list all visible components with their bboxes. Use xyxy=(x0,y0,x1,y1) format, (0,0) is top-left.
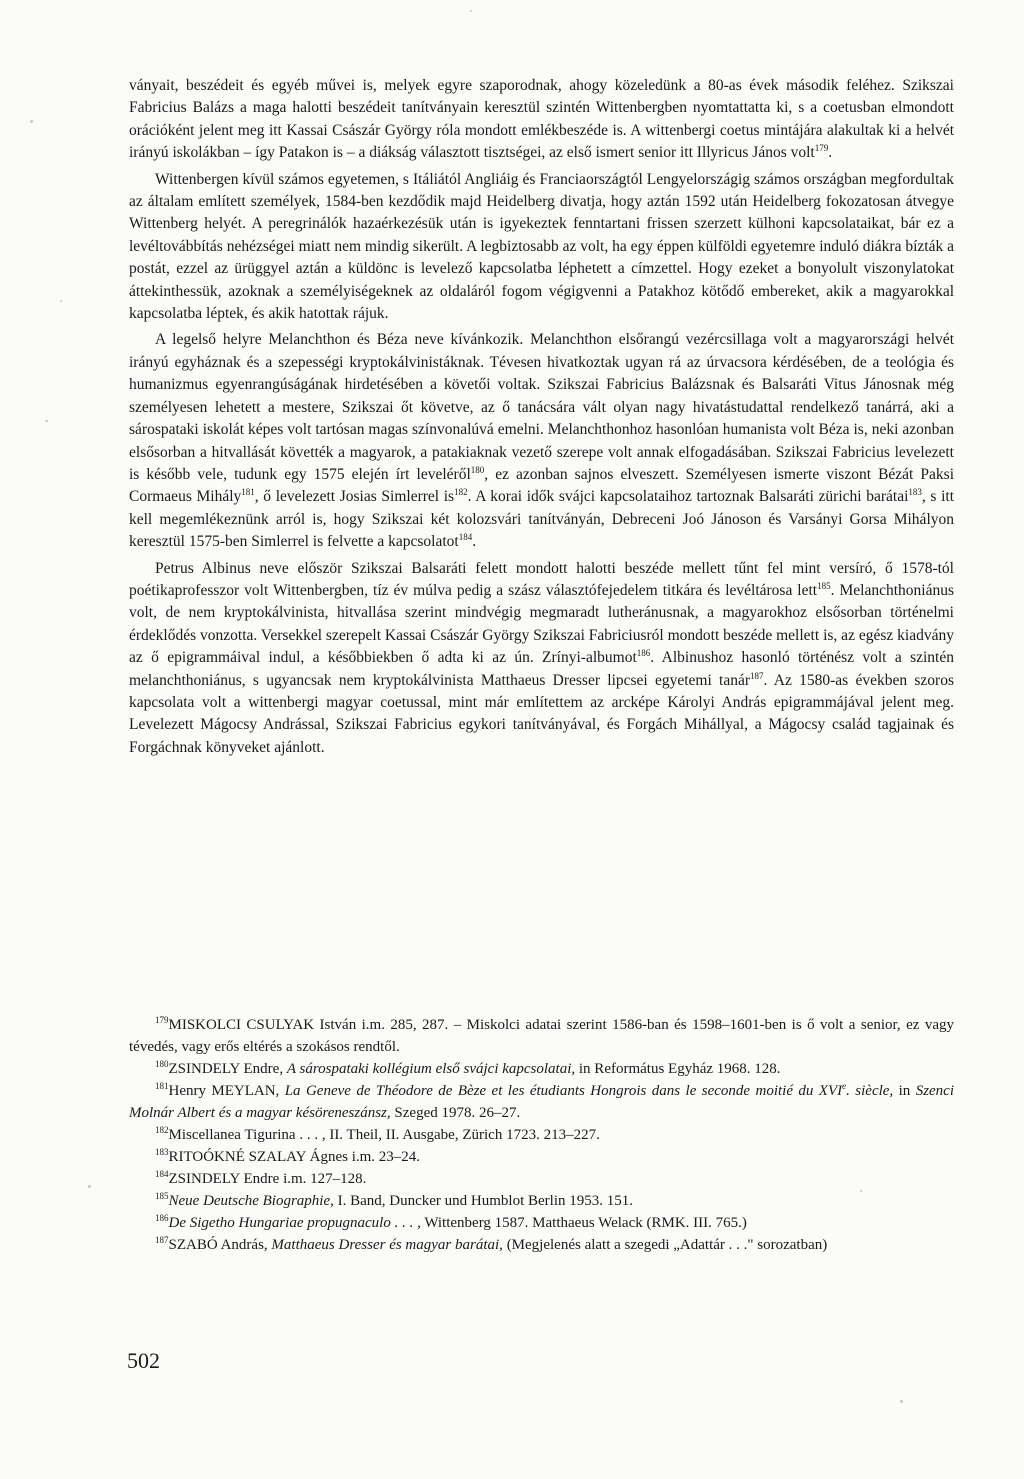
italic-title: . siècle, xyxy=(846,1083,894,1099)
footnote-number: 180 xyxy=(155,1059,169,1069)
scan-speck xyxy=(88,1185,91,1188)
footnote xyxy=(129,1190,954,1212)
scan-speck xyxy=(45,420,48,422)
page-number: 502 xyxy=(127,1348,160,1373)
footnote xyxy=(129,1212,954,1234)
text-run: SZABÓ András, xyxy=(168,1237,272,1253)
text-run: I. Band, Duncker und Humblot Berlin 1953. 151. xyxy=(333,1193,634,1209)
text-run: MISKOLCI CSULYAK István i.m. 285, 287. – Miskolci adatai szerint 1586-ban és 1598–1601-ben is ő volt a senior, ez vagy tévedés, vagy erős eltérés a szokásos rendtől. xyxy=(129,1017,954,1055)
text-run: , ez azonban sajnos elveszett. Személyesen ismerte viszont Bézát Paksi Cormaeus Mihály xyxy=(129,465,954,506)
paragraph xyxy=(129,169,954,326)
paragraph xyxy=(129,329,954,553)
text-run: ZSINDELY Endre i.m. 127–128. xyxy=(168,1171,367,1187)
footnote-number: 187 xyxy=(155,1235,169,1245)
footnote-number: 179 xyxy=(155,1015,169,1025)
footnote xyxy=(129,1080,954,1124)
footnote-number: 186 xyxy=(155,1213,169,1223)
text-run: ZSINDELY Endre, xyxy=(168,1061,287,1077)
footnote-reference: 181 xyxy=(241,487,255,498)
footnote xyxy=(129,1014,954,1058)
footnote xyxy=(129,1168,954,1190)
footnote-reference: 180 xyxy=(470,464,485,475)
text-run: Petrus Albinus neve először Szikszai Balsaráti felett mondott halotti beszéde mellett tűnt fel mint versíró, ő 1578-tól poétikaprofesszor volt Wittenbergben, tíz év múlva pedig a szász választófejedelem titkára és levéltárosa lett xyxy=(129,559,954,599)
text-run: Miscellanea Tigurina . . . , II. Theil, II. Ausgabe, Zürich 1723. 213–227. xyxy=(168,1127,600,1143)
text-run: A legelső helyre Melanchthon és Béza neve kívánkozik. Melanchthon elsőrangú vezércsillaga volt a magyarországi helvét irányú egyháznak és a szepességi kryptokálvinistáknak. Tévesen hivatkoztak ugyan rá az úrvacsora kérdésében, de a teológia és humanizmus egyenrangúságának hirdetésében a követői voltak. Szikszai Fabricius Balázsnak és Balsaráti Vitus Jánosnak még személyesen lehetett a mestere, Szikszai őt követve, az ő tanácsára vált olyan nagy hivatástudattal rendelkező tanárrá, aki a sárospataki iskolát képes volt tartósan magas színvonalúvá emelni. Melanchthonhoz hasonlóan humanista volt Béza is, neki azonban elsősorban a hitvallását követték a magyarok, a patakiaknak vezető szerepe volt annak elfogadásában. Szikszai Fabricius levelezett is később vele, tudunk egy 1575 elején írt leveléről xyxy=(129,331,954,483)
footnote-number: 181 xyxy=(155,1081,169,1091)
footnotes xyxy=(129,1014,954,1256)
footnote-reference: 184 xyxy=(458,531,473,542)
text-run: , s itt kell megemlékeznünk arról is, hogy Szikszai két kolozsvári tanítványán, Debreceni Joó Jánoson és Varsányi Gorsa Mihályon keresztül 1575-ben Simlerrel is felvette a kapcsolatot xyxy=(129,488,955,551)
text-run: (Megjelenés alatt a szegedi „Adattár . . ." sorozatban) xyxy=(502,1237,828,1253)
footnote-reference: 185 xyxy=(817,580,831,591)
paragraph xyxy=(129,75,954,165)
footnote-reference: 183 xyxy=(908,487,922,498)
text-run: , ő levelezett Josias Simlerrel is xyxy=(254,488,455,506)
footnote-number: 184 xyxy=(155,1169,169,1179)
text-run: . Albinushoz hasonló történész volt a szintén melanchthoniánus, s ugyancsak nem kryptokálvinista Matthaeus Dresser lipcsei egyetemi tanár xyxy=(129,649,954,689)
scan-speck xyxy=(860,1190,862,1192)
footnote xyxy=(129,1146,954,1168)
footnote-reference: 187 xyxy=(750,670,764,681)
scan-speck xyxy=(900,1400,903,1403)
text-run: . xyxy=(828,144,833,162)
text-run: . Az 1580-as években szoros kapcsolata volt a wittenbergi magyar coetussal, mint már említettem az arcképe Károlyi András epigrammájával jelent meg. Levelezett Mágocsy Andrással, Szikszai Fabricius egykori tanítványával, és Forgách Mihállyal, a Mágocsy család tagjainak és Forgáchnak könyveket ajánlott. xyxy=(129,671,954,756)
text-run: . A korai idők svájci kapcsolataihoz tartoznak Balsaráti zürichi barátai xyxy=(467,488,909,506)
text-run: Wittenberg 1587. Matthaeus Welack (RMK. III. 765.) xyxy=(420,1215,747,1231)
text-run: Henry MEYLAN, xyxy=(168,1083,285,1099)
footnote-reference: 182 xyxy=(454,487,468,498)
footnote-reference: 179 xyxy=(814,143,829,154)
scan-speck xyxy=(30,120,33,123)
footnote-reference: 186 xyxy=(636,648,651,658)
text-run: . Melanchthoniánus volt, de nem kryptokálvinista, hitvallása szerint mindvégig megmaradt lutheránusnak, a magyarokhoz elsősorban történelmi érdeklődés vonzotta. Versekkel szerepelt Kassai Császár György Szikszai Fabriciusról mondott beszéde mellett is, az egész kiadvány az ő epigrammáival indul, a későbbiekben ő adta ki az ún. Zrínyi-albumot xyxy=(129,581,954,667)
scan-speck xyxy=(470,10,472,12)
footnote-number: 185 xyxy=(155,1191,169,1201)
superscript-letter: e xyxy=(842,1081,847,1091)
italic-title: A sárospataki kollégium első svájci kapcsolatai, xyxy=(286,1061,576,1077)
text-run: in xyxy=(893,1083,916,1099)
scan-speck xyxy=(60,300,62,302)
paragraph xyxy=(129,558,954,760)
italic-title: Szenci Molnár Albert és a magyar késöreneszánsz, xyxy=(129,1083,955,1121)
text-run: RITOÓKNÉ SZALAY Ágnes i.m. 23–24. xyxy=(168,1149,421,1165)
text-run: . xyxy=(472,533,477,551)
body-text xyxy=(129,75,954,763)
text-run: Szeged 1978. 26–27. xyxy=(390,1105,521,1121)
italic-title: Neue Deutsche Biographie, xyxy=(168,1193,334,1209)
italic-title: De Sigetho Hungariae propugnaculo . . . , xyxy=(168,1215,421,1231)
italic-title: Matthaeus Dresser és magyar barátai, xyxy=(271,1237,503,1253)
footnote xyxy=(129,1234,954,1256)
text-run: Wittenbergen kívül számos egyetemen, s Itáliától Angliáig és Franciaországtól Lengyelországig számos országban megfordultak az általam említett személyek, 1584-ben kezdődik majd Heidelberg divatja, hogy aztán 1592 után Heidelberg fokozatosan átvegye Wittenberg helyét. A peregrinálók hazaérkezésük után is igyekeztek fenntartani frissen szerzett külhoni kapcsolataikat, bár ez a levéltovábbítás nehézségei miatt nem mindig sikerült. A legbiztosabb az volt, ha egy éppen külföldi egyetemre induló diákra bízták a postát, ezzel az ürüggyel aztán a küldönc is levelező kapcsolatba léphetett a címzettel. Hogy ezeket a bonyolult viszonylatokat áttekinthessük, azoknak a személyiségeknek az oldaláról fogom végigvenni a Patakhoz kötődő embereket, akik a magyarokkal kapcsolatba léptek, és akik hatottak rájuk. xyxy=(129,170,954,323)
footnote xyxy=(129,1058,954,1080)
text-run: in Református Egyház 1968. 128. xyxy=(575,1061,781,1077)
footnote-number: 183 xyxy=(155,1147,169,1157)
italic-title: La Geneve de Théodore de Bèze et les étudiants Hongrois dans le seconde moitié du XVI xyxy=(284,1083,843,1099)
text-run: ványait, beszédeit és egyéb művei is, melyek egyre szaporodnak, ahogy közeledünk a 80-as évek második feléhez. Szikszai Fabricius Balázs a maga halotti beszédeit tanítványain keresztül szintén Wittenbergben nyomtattatta ki, s a coetusban elmondott orációként jelent meg itt Kassai Császár György róla mondott emlékbeszéde is. A wittenbergi coetus mintájára alakultak ki a helvét irányú iskolákban – így Patakon is – a diákság választott tisztségei, az első ismert senior itt Illyricus János volt xyxy=(129,77,954,162)
footnote-number: 182 xyxy=(155,1125,169,1135)
footnote xyxy=(129,1124,954,1146)
